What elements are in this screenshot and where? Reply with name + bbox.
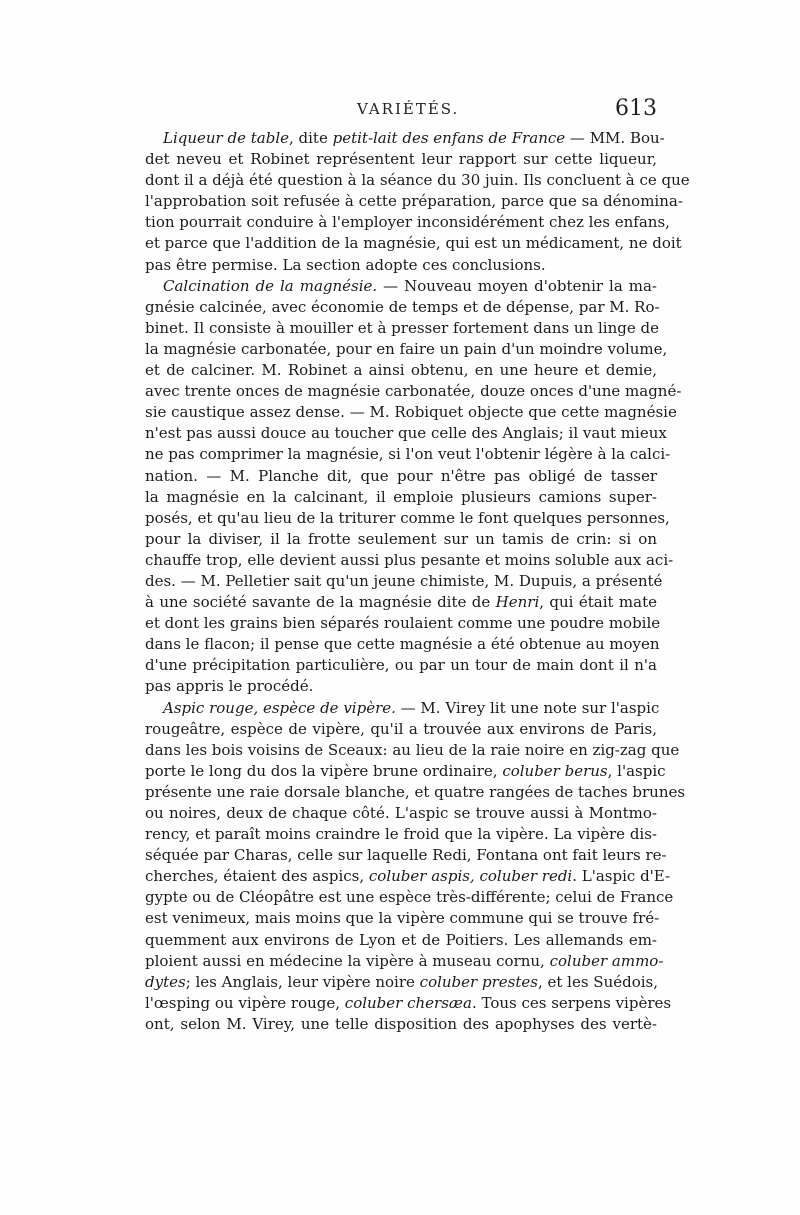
text-line: rougeâtre, espèce de vipère, qu'il a trouvée aux environs de Paris, xyxy=(145,719,657,738)
text-line: d'une précipitation particulière, ou par un tour de main dont il n'a xyxy=(145,656,657,675)
text-line: gypte ou de Cléopâtre est une espèce très-différente; celui de France xyxy=(145,888,674,907)
text-line: des. — M. Pelletier sait qu'un jeune chimiste, M. Dupuis, a présenté xyxy=(145,571,663,590)
text-line: gnésie calcinée, avec économie de temps et de dépense, par M. Ro- xyxy=(145,297,660,316)
text-line: sie caustique assez dense. — M. Robiquet objecte que cette magnésie xyxy=(145,403,677,422)
text-line: à une société savante de la magnésie dite de Henri, qui était mate xyxy=(145,593,657,612)
text-line: quemment aux environs de Lyon et de Poitiers. Les allemands em- xyxy=(145,930,657,949)
text-line: dont il a déjà été question à la séance du 30 juin. Ils concluent à ce que xyxy=(145,171,690,190)
text-line: l'approbation soit refusée à cette préparation, parce que sa dénomina- xyxy=(145,192,683,211)
product-name: petit-lait des enfans de France xyxy=(332,129,566,147)
text-line: pas appris le procédé. xyxy=(145,677,314,696)
text-line: porte le long du dos la vipère brune ordinaire, coluber berus, l'aspic xyxy=(145,761,666,780)
text-line: ploient aussi en médecine la vipère à museau cornu, coluber ammo- xyxy=(145,951,664,970)
text-line: et parce que l'addition de la magnésie, qui est un médicament, ne doit xyxy=(145,234,682,253)
text-line: l'œsping ou vipère rouge, coluber chersæa. Tous ces serpens vipères xyxy=(145,993,672,1012)
text-line: pour la diviser, il la frotte seulement sur un tamis de crin: si on xyxy=(145,529,657,548)
paragraph-2-line-1: Calcination de la magnésie. — Nouveau moyen d'obtenir la ma- xyxy=(163,276,657,295)
text-line: et de calciner. M. Robinet a ainsi obtenu, en une heure et demie, xyxy=(145,361,657,380)
text-line: et dont les grains bien séparés roulaient comme une poudre mobile xyxy=(145,614,661,633)
text-line: binet. Il consiste à mouiller et à presser fortement dans un linge de xyxy=(145,318,659,337)
text-line: cherches, étaient des aspics, coluber aspis, coluber redi. L'aspic d'E- xyxy=(145,867,671,886)
text-line: avec trente onces de magnésie carbonatée, douze onces d'une magné- xyxy=(145,382,682,401)
text-line: posés, et qu'au lieu de la triturer comme le font quelques personnes, xyxy=(145,508,670,527)
text-line: la magnésie carbonatée, pour en faire un pain d'un moindre volume, xyxy=(145,339,668,358)
text-line: det neveu et Robinet représentent leur rapport sur cette liqueur, xyxy=(145,150,657,169)
text-line: pas être permise. La section adopte ces conclusions. xyxy=(145,255,546,274)
text-line: tion pourrait conduire à l'employer inconsidérément chez les enfans, xyxy=(145,213,670,232)
paragraph-3-line-1: Aspic rouge, espèce de vipère. — M. Virey lit une note sur l'aspic xyxy=(163,698,660,717)
section-heading-calcination: Calcination de la magnésie. xyxy=(163,276,378,295)
text-line: chauffe trop, elle devient aussi plus pesante et moins soluble aux aci- xyxy=(145,550,674,569)
text-line: dans le flacon; il pense que cette magnésie a été obtenue au moyen xyxy=(145,635,660,654)
text-line: dans les bois voisins de Sceaux: au lieu de la raie noire en zig-zag que xyxy=(145,740,680,759)
text-line: rency, et paraît moins craindre le froid que la vipère. La vipère dis- xyxy=(145,825,657,844)
text-line: dytes; les Anglais, leur vipère noire coluber prestes, et les Suédois, xyxy=(145,972,658,991)
page-number: 613 xyxy=(615,96,657,121)
running-title: VARIÉTÉS. xyxy=(357,100,460,118)
text-block xyxy=(145,128,690,1035)
text-line: séquée par Charas, celle sur laquelle Redi, Fontana ont fait leurs re- xyxy=(145,846,667,865)
running-head xyxy=(147,96,657,128)
section-heading-aspic: Aspic rouge, espèce de vipère. xyxy=(163,698,396,717)
text-line: nation. — M. Planche dit, que pour n'être pas obligé de tasser xyxy=(145,466,657,485)
text-line: n'est pas aussi douce au toucher que celle des Anglais; il vaut mieux xyxy=(145,424,667,443)
paragraph-1-line-1: Liqueur de table, dite petit-lait des enfans de France — MM. Bou- xyxy=(163,129,665,147)
text-line: présente une raie dorsale blanche, et quatre rangées de taches brunes xyxy=(145,782,686,801)
text-line: la magnésie en la calcinant, il emploie plusieurs camions super- xyxy=(145,487,657,506)
text-line: ne pas comprimer la magnésie, si l'on veut l'obtenir légère à la calci- xyxy=(145,445,671,464)
text-line: ont, selon M. Virey, une telle disposition des apophyses des vertè- xyxy=(145,1014,657,1033)
text-line: ou noires, deux de chaque côté. L'aspic se trouve aussi à Montmo- xyxy=(145,804,657,822)
section-heading-liqueur: Liqueur de table xyxy=(163,129,289,147)
text-line: est venimeux, mais moins que la vipère commune qui se trouve fré- xyxy=(145,909,660,928)
